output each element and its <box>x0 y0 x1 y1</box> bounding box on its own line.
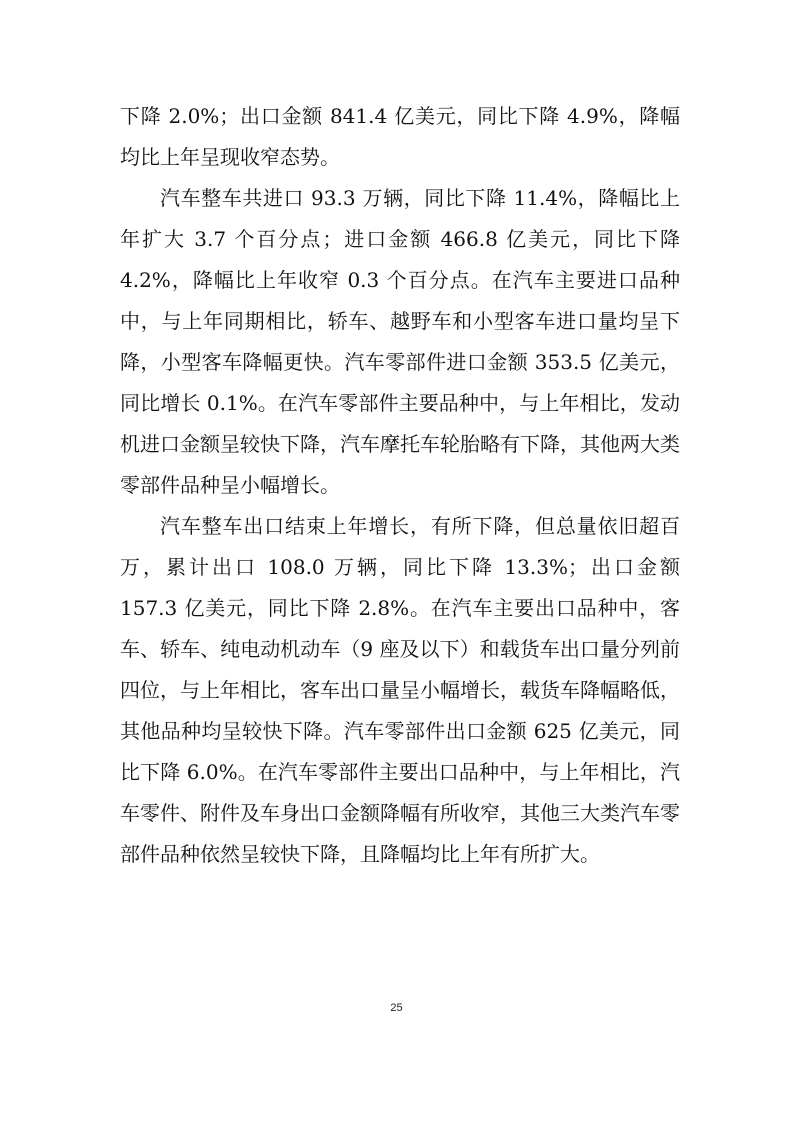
body-text <box>120 96 680 875</box>
paragraph-vehicle-import: 汽车整车共进口 93.3 万辆，同比下降 11.4%，降幅比上年扩大 3.7 个百分点；进口金额 466.8 亿美元，同比下降 4.2%，降幅比上年收窄 0.3 个百分点。在汽车主要进口品种中，与上年同期相比，轿车、越野车和小型客车进口量均呈下降，小型客车降幅更快。汽车零部件进口金额 353.5 亿美元，同比增长 0.1%。在汽车零部件主要品种中，与上年相比，发动机进口金额呈较快下降，汽车摩托车轮胎略有下降，其他两大类零部件品种呈小幅增长。 <box>120 186 680 497</box>
page-number: 25 <box>390 1002 403 1014</box>
paragraph-continuation: 下降 2.0%；出口金额 841.4 亿美元，同比下降 4.9%，降幅均比上年呈现收窄态势。 <box>120 104 680 169</box>
paragraph-vehicle-export: 汽车整车出口结束上年增长，有所下降，但总量依旧超百万，累计出口 108.0 万辆，同比下降 13.3%；出口金额 157.3 亿美元，同比下降 2.8%。在汽车主要出口品种中，客车、轿车、纯电动机动车（9 座及以下）和载货车出口量分列前四位，与上年相比，客车出口量呈小幅增长，载货车降幅略低，其他品种均呈较快下降。汽车零部件出口金额 625 亿美元，同比下降 6.0%。在汽车零部件主要出口品种中，与上年相比，汽车零件、附件及车身出口金额降幅有所收窄，其他三大类汽车零部件品种依然呈较快下降，且降幅均比上年有所扩大。 <box>120 514 680 866</box>
